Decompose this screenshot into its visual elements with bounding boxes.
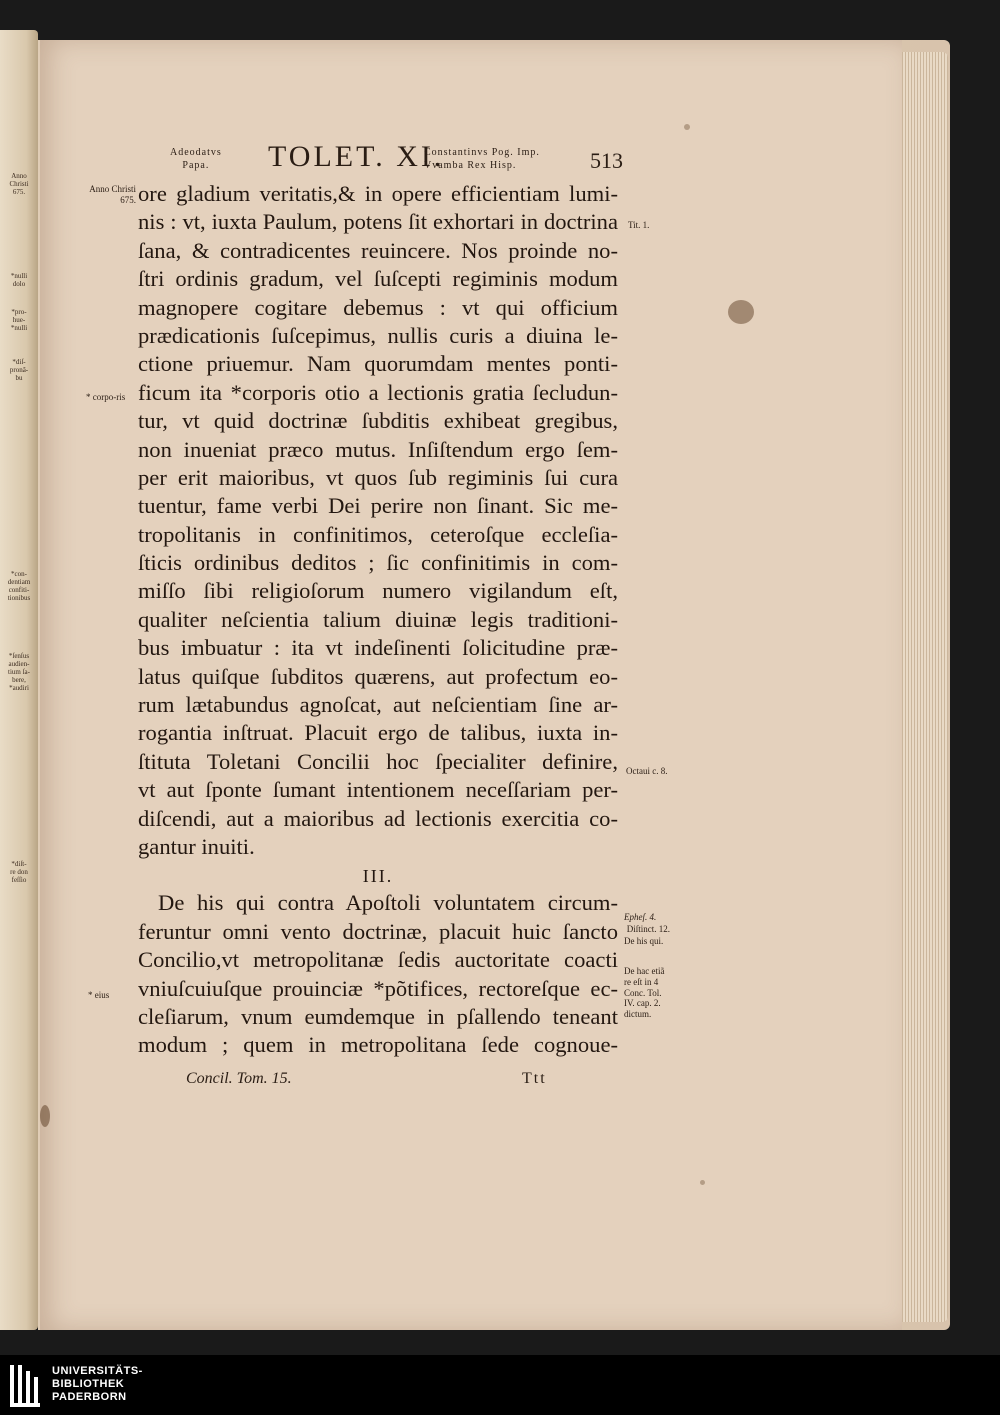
page-footer: [186, 1070, 566, 1094]
text-line: ſticis ordinibus deditos ; ſic confinitimis in com-: [138, 550, 618, 576]
text-line: magnopere cogitare debemus : vt qui officium: [138, 294, 618, 320]
text-line: diſcendi, aut a maioribus ad lectionis exercitia co-: [138, 805, 618, 831]
text-line: rum lætabundus agnoſcat, aut neſcientiam ſine ar-: [138, 692, 618, 718]
text-line: tropolitanis in confinitimos, ceteroſque eccleſia-: [138, 521, 618, 547]
foxing-spot: [700, 1180, 705, 1185]
text-line: ſana, & contradicentes reuincere. Nos proinde no-: [138, 237, 618, 263]
prev-margin-note: Anno Christi 675.: [9, 172, 29, 197]
prev-margin-note: *diſt- re don feſſio: [10, 860, 28, 885]
header-pope-title: Papa.: [182, 160, 210, 171]
text-line: tuentur, fame verbi Dei perire non ſinant. Sic me-: [138, 493, 618, 519]
text-line: rogantia inſtruat. Placuit ergo de talibus, iuxta in-: [138, 720, 618, 746]
prev-margin-note: *con- dentiam confiti- tionibus: [7, 570, 31, 603]
text-line: ſtri ordinis gradum, vel ſuſcepti regiminis modum: [138, 266, 618, 292]
text-line: ore gladium veritatis,& in opere efficientiam lumi-: [138, 181, 618, 206]
text-line: nis : vt, iuxta Paulum, potens ſit exhortari in doctrina: [138, 209, 618, 235]
text-line: cleſiarum, vnum eumdemque in pſallendo teneant: [138, 1003, 618, 1029]
header-title: TOLET. XI.: [268, 140, 445, 173]
prev-margin-note: *diſ- pronã- bu: [9, 358, 29, 383]
text-line: qualiter neſcientia talium diuinæ legis traditioni-: [138, 606, 618, 632]
text-line: vniuſcuiuſque prouinciæ *põtifices, rectoreſque ec-: [138, 975, 618, 1001]
margin-note-anno: Anno Christi 675.: [89, 184, 136, 205]
library-logo-bar: [0, 1355, 1000, 1415]
running-header: [140, 142, 640, 182]
header-emperor: Constantinvs Pog. Imp.: [424, 147, 540, 158]
text-line: non inueniat præco mutus. Inſiſtendum ergo ſem-: [138, 436, 618, 462]
footer-quire-mark: Ttt: [522, 1070, 547, 1087]
section-number: III.: [362, 866, 394, 887]
logo-line: UNIVERSITÄTS-: [52, 1365, 143, 1377]
text-line: latus quiſque ſubditos quærens, aut profectum eo-: [138, 663, 618, 689]
foxing-spot: [728, 300, 754, 324]
text-line: miſſo ſibi religioſorum numero vigilandum eſt,: [138, 578, 618, 604]
library-logo-icon: [8, 1363, 44, 1409]
prev-margin-note: *ſenſus audien- tium ſa- bere, *audiri: [8, 652, 30, 693]
text-line: prædicationis ſuſcepimus, nullis curis a diuina le-: [138, 322, 618, 348]
text-line: ficum ita *corporis otio a lectionis gratia ſecludun-: [138, 379, 618, 405]
margin-note-eius: * eius: [88, 990, 110, 1000]
margin-note-ephes: Epheſ. 4.: [624, 912, 657, 922]
text-line: bus imbuatur : ita vt indeſinenti ſolicitudine præ-: [138, 635, 618, 661]
library-logo-text: [52, 1365, 143, 1404]
page-stack: [900, 52, 948, 1322]
prev-margin-note: *nulli dolo: [10, 272, 28, 289]
header-king: Vvamba Rex Hisp.: [424, 160, 517, 171]
logo-line: PADERBORN: [52, 1391, 127, 1403]
margin-note-octaui: Octaui c. 8.: [626, 766, 668, 776]
text-line: gantur inuiti.: [138, 833, 255, 859]
foxing-spot: [684, 124, 690, 130]
margin-note-de-hac: De hac etiã re eſt in 4 Conc. Tol. IV. cap. 2. dictum.: [624, 966, 665, 1020]
text-line: tur, vt quid doctrinæ ſubditis exhibeat gregibus,: [138, 408, 618, 434]
header-pope-name: Adeodatvs: [170, 147, 222, 158]
margin-note-corporis: * corpo-ris: [86, 392, 126, 402]
text-line: modum ; quem in metropolitana ſede cognoue-: [138, 1032, 618, 1058]
page-number: 513: [590, 148, 623, 173]
text-line: Concilio,vt metropolitanæ ſedis auctoritate coacti: [138, 947, 618, 973]
text-line: ctione priuemur. Nam quorumdam mentes ponti-: [138, 351, 618, 377]
header-right: [424, 146, 540, 172]
prev-margin-note: *pro- hue- *nulli: [10, 308, 28, 333]
header-left: [170, 146, 222, 172]
previous-page-edge: [0, 30, 38, 1330]
text-line: per erit maioribus, vt quos ſub regiminis ſui cura: [138, 464, 618, 490]
margin-note-de-his: De his qui.: [624, 936, 664, 946]
text-line: De his qui contra Apoſtoli voluntatem circum-: [158, 890, 618, 916]
body-text: [138, 180, 618, 1060]
text-line: feruntur omni vento doctrinæ, placuit huic ſancto: [138, 918, 618, 944]
foxing-spot: [40, 1105, 50, 1127]
text-line: vt aut ſponte ſumant intentionem neceſſariam per-: [138, 777, 618, 803]
footer-signature: Concil. Tom. 15.: [186, 1070, 292, 1087]
logo-line: BIBLIOTHEK: [52, 1378, 125, 1390]
margin-note-distinct: Diſtinct. 12.: [626, 924, 670, 934]
text-line: ſtituta Toletani Concilii hoc ſpecialiter definire,: [138, 748, 618, 774]
margin-note-tit: Tit. 1.: [628, 220, 650, 230]
